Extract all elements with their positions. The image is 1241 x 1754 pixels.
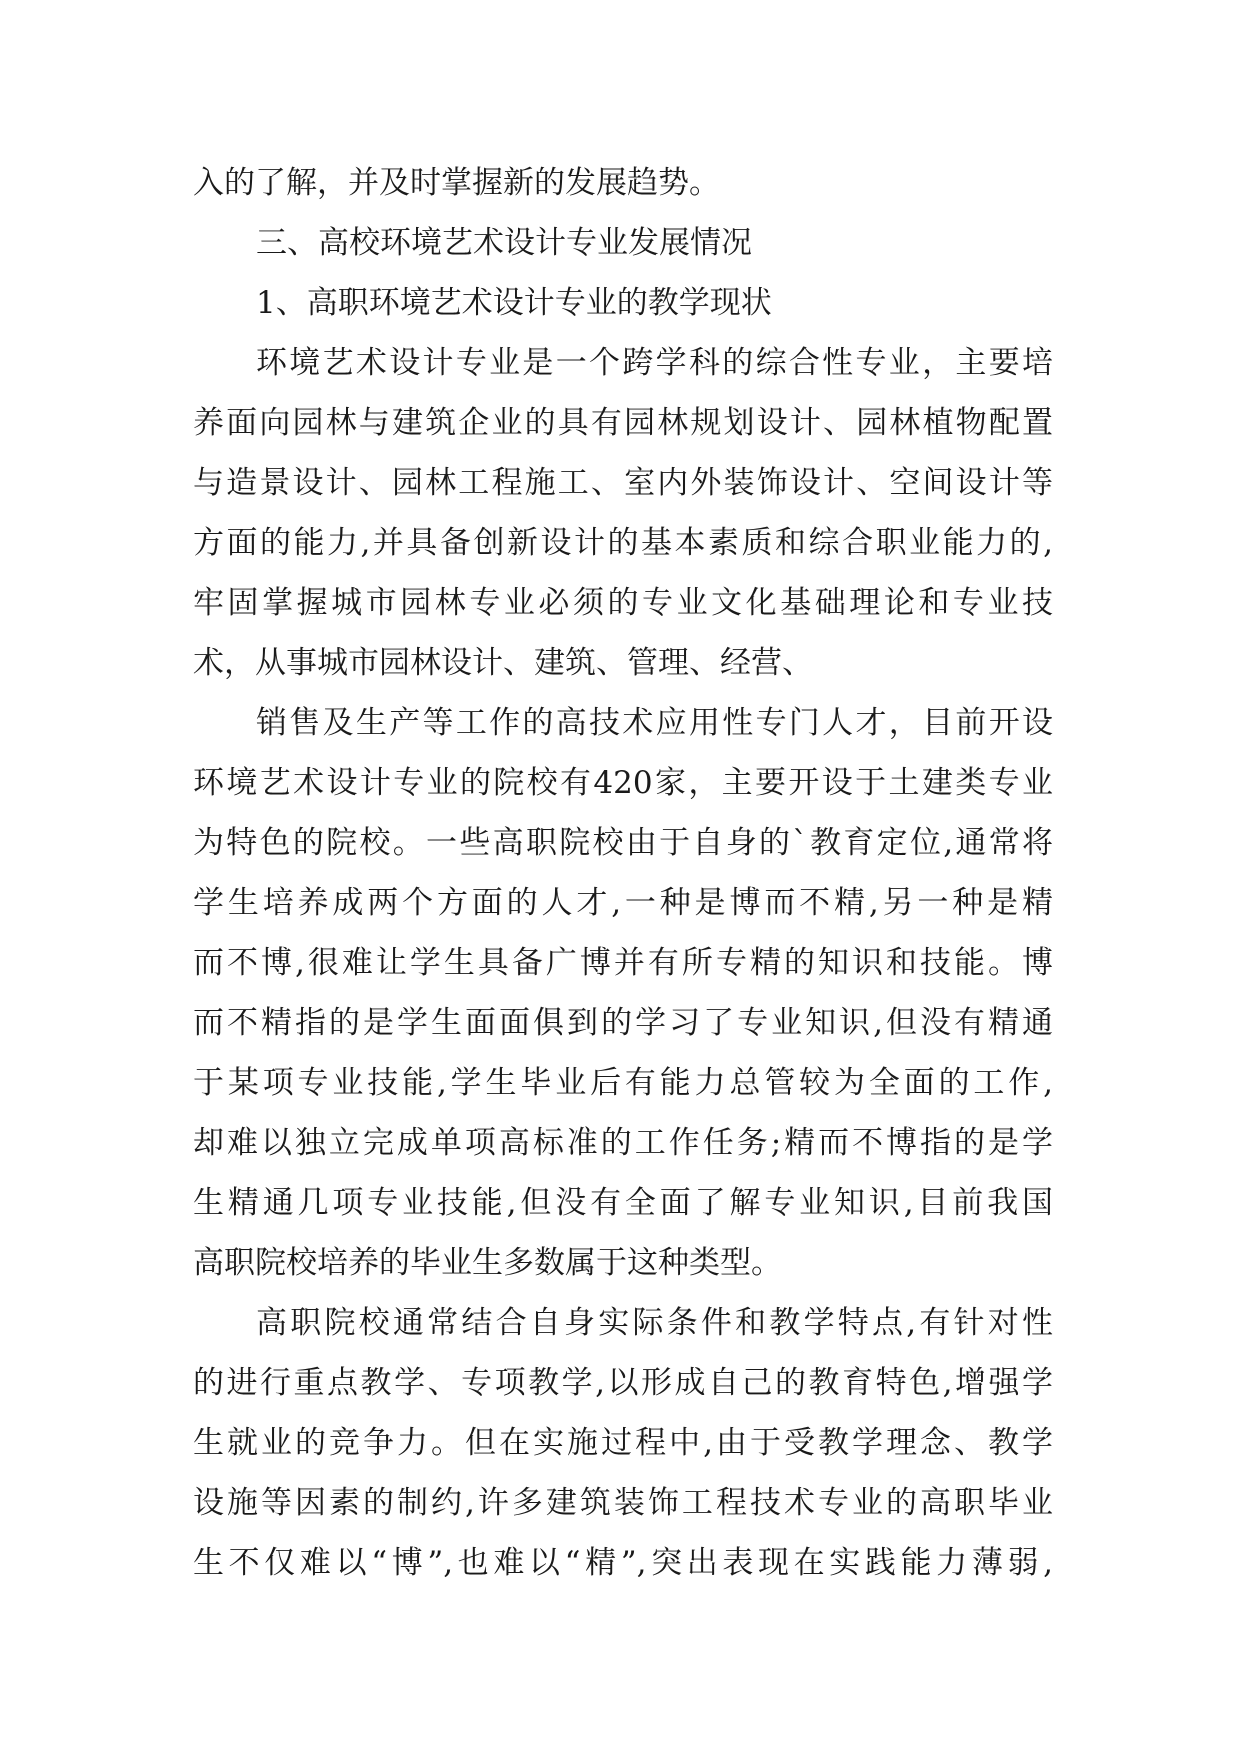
paragraph-line: 于某项专业技能,学生毕业后有能力总管较为全面的工作, [193, 1065, 1053, 1101]
section-heading: 三、高校环境艺术设计专业发展情况 [256, 225, 752, 261]
text-line: 入的了解，并及时掌握新的发展趋势。 [193, 165, 720, 201]
paragraph-line: 为特色的院校。一些高职院校由于自身的`教育定位,通常将 [193, 825, 1053, 861]
paragraph-line: 环境艺术设计专业是一个跨学科的综合性专业，主要培 [256, 345, 1053, 381]
paragraph-line: 术，从事城市园林设计、建筑、管理、经营、 [193, 645, 813, 681]
paragraph-line: 养面向园林与建筑企业的具有园林规划设计、园林植物配置 [193, 405, 1053, 441]
paragraph-line: 生就业的竞争力。但在实施过程中,由于受教学理念、教学 [193, 1425, 1053, 1461]
paragraph-line: 生精通几项专业技能,但没有全面了解专业知识,目前我国 [193, 1185, 1053, 1221]
subsection-heading: 1、高职环境艺术设计专业的教学现状 [256, 285, 772, 321]
paragraph-line: 而不精指的是学生面面俱到的学习了专业知识,但没有精通 [193, 1005, 1053, 1041]
paragraph-line: 高职院校培养的毕业生多数属于这种类型。 [193, 1245, 782, 1281]
paragraph-line: 的进行重点教学、专项教学,以形成自己的教育特色,增强学 [193, 1365, 1053, 1401]
paragraph-line: 生不仅难以“博”,也难以“精”,突出表现在实践能力薄弱, [193, 1545, 1053, 1581]
paragraph-line: 与造景设计、园林工程施工、室内外装饰设计、空间设计等 [193, 465, 1053, 501]
paragraph-line: 环境艺术设计专业的院校有420家，主要开设于土建类专业 [193, 765, 1053, 801]
paragraph-line: 销售及生产等工作的高技术应用性专门人才，目前开设 [256, 705, 1053, 741]
paragraph-line: 高职院校通常结合自身实际条件和教学特点,有针对性 [256, 1305, 1053, 1341]
paragraph-line: 学生培养成两个方面的人才,一种是博而不精,另一种是精 [193, 885, 1053, 921]
paragraph-line: 却难以独立完成单项高标准的工作任务;精而不博指的是学 [193, 1125, 1053, 1161]
paragraph-line: 方面的能力,并具备创新设计的基本素质和综合职业能力的, [193, 525, 1053, 561]
paragraph-line: 而不博,很难让学生具备广博并有所专精的知识和技能。博 [193, 945, 1053, 981]
paragraph-line: 牢固掌握城市园林专业必须的专业文化基础理论和专业技 [193, 585, 1053, 621]
paragraph-line: 设施等因素的制约,许多建筑装饰工程技术专业的高职毕业 [193, 1485, 1053, 1521]
